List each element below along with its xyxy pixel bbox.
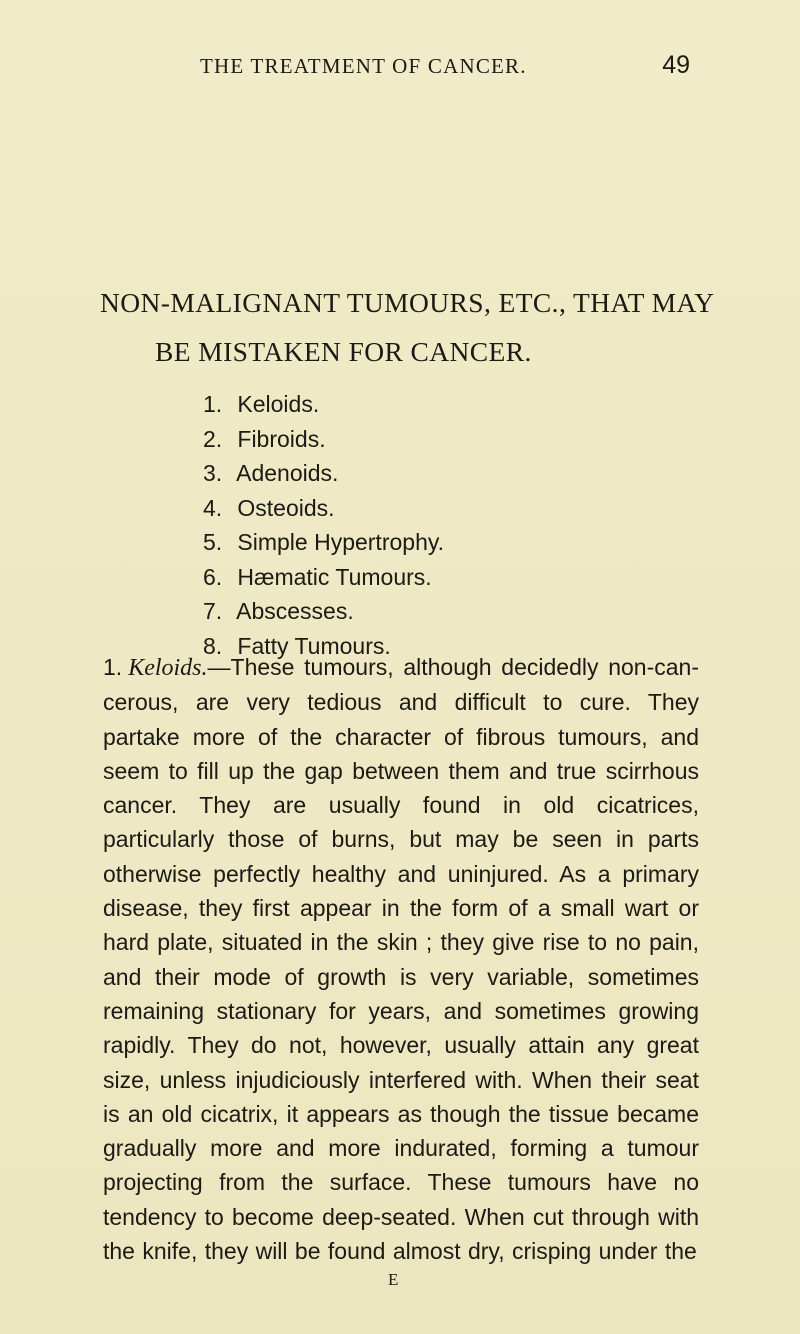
- paragraph-term: Keloids.: [128, 655, 208, 681]
- paragraph-text: —These tumours, although decidedly non-cancerous, are very tedious and difficult to cure. They partake more of the character of fibrous tumours, and seem to fill up the gap between them and true scirrhous cancer. They are usually found in old cicatrices, particularly those of burns, but may be seen in parts otherwise perfectly healthy and uninjured. As a primary disease, they first appear in the form of a small wart or hard plate, situated in the skin ; they give rise to no pain, and their mode of growth is very variable, sometimes remaining stationary for years, and sometimes growing rapidly. They do not, however, usually attain any great size, unless injudiciously interfered with. When their seat is an old cicatrix, it appears as though the tissue became gradually more and more indurated, forming a tumour projecting from the surface. These tumours have no tendency to become deep-seated. When cut through with the knife, they will be found almost dry, crisping under the: [103, 654, 699, 1265]
- list-item-number: 1.: [203, 391, 223, 417]
- list-item-number: 8.: [203, 632, 223, 659]
- list-item-label: Osteoids.: [237, 494, 335, 521]
- paragraph-number: 1.: [103, 654, 123, 680]
- running-head: [200, 51, 690, 86]
- list-item-number: 4.: [203, 494, 223, 521]
- list-item-number: 3.: [203, 460, 223, 486]
- tumour-list: [203, 387, 444, 663]
- list-item-label: Simple Hypertrophy.: [237, 529, 445, 555]
- list-item: [203, 560, 444, 595]
- list-item-label: Fatty Tumours.: [237, 632, 391, 659]
- section-heading-line-2: BE MISTAKEN FOR CANCER.: [155, 336, 532, 367]
- list-item-label: Abscesses.: [236, 598, 354, 624]
- list-item: [203, 594, 444, 629]
- running-title: THE TREATMENT OF CANCER.: [200, 54, 527, 78]
- list-item-number: 5.: [203, 529, 223, 555]
- list-item-number: 7.: [203, 598, 223, 624]
- section-heading: [100, 278, 720, 376]
- list-item: [203, 422, 444, 457]
- list-item: [203, 387, 444, 422]
- list-item-label: Keloids.: [237, 391, 320, 417]
- list-item-label: Hæmatic Tumours.: [237, 563, 432, 590]
- section-heading-line-1: NON-MALIGNANT TUMOURS, ETC., THAT MAY: [100, 287, 715, 318]
- list-item-number: 6.: [203, 563, 223, 590]
- list-item: [203, 525, 444, 560]
- list-item-label: Fibroids.: [237, 425, 326, 452]
- list-item-label: Adenoids.: [236, 460, 339, 486]
- list-item: [203, 456, 444, 491]
- page-number: 49: [662, 51, 690, 79]
- list-item: [203, 491, 444, 526]
- list-item-number: 2.: [203, 425, 223, 452]
- signature-mark: E: [388, 1270, 400, 1289]
- keloids-paragraph: [103, 650, 699, 1268]
